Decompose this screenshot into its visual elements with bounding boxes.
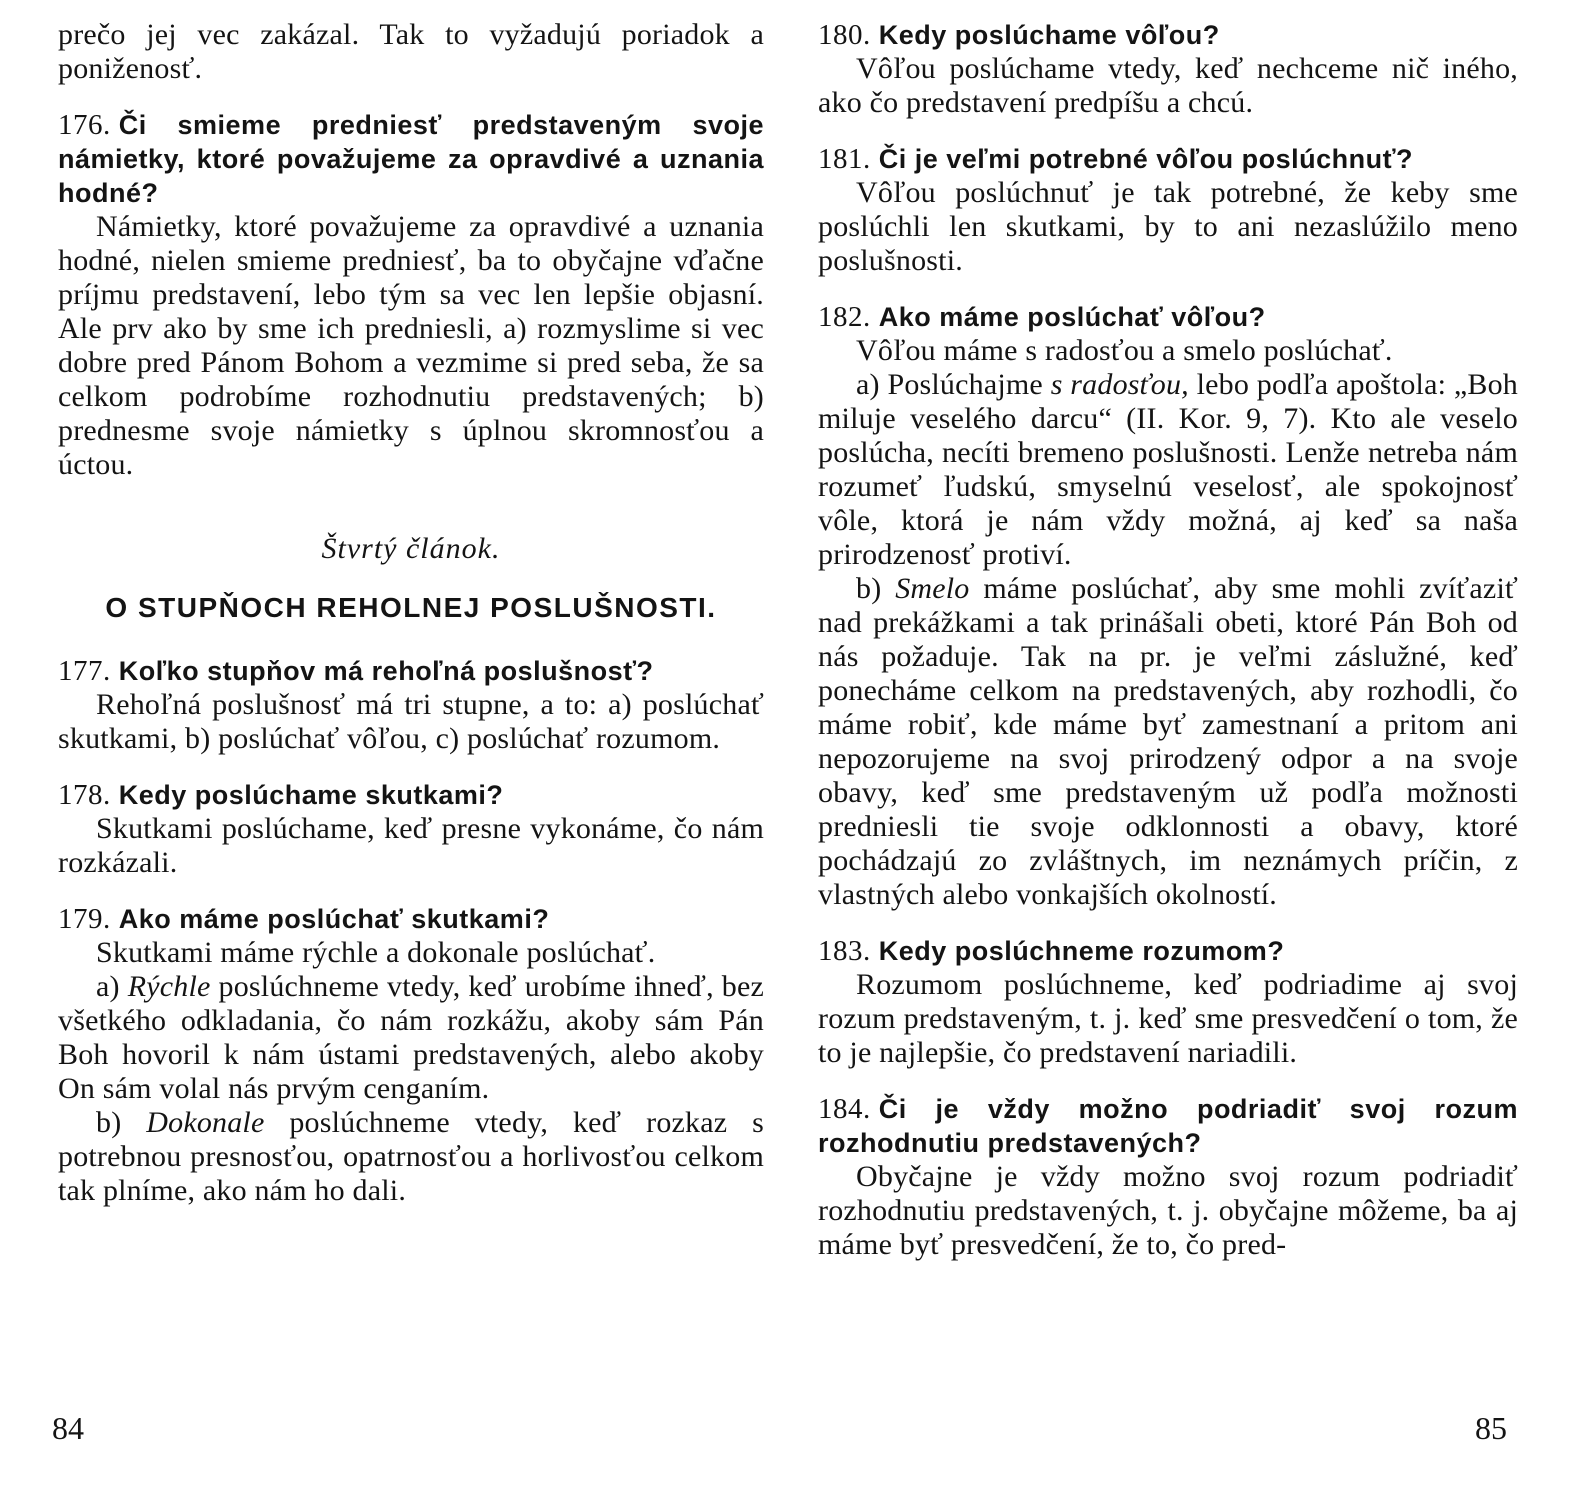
question-177 <box>58 654 764 756</box>
question-text: Ako máme poslúchať vôľou? <box>878 302 1266 332</box>
point-lead: a) Poslúchajme <box>856 368 1043 401</box>
point-text: máme poslúchať, aby sme mohli zvíťaziť nad prekážkami a tak prinášali obeti, ktoré Pán Boh od nás požaduje. Tak na pr. je veľmi záslužné, keď ponecháme celkom na predstavených, aby rozhodli, čo máme robiť, kde máme byť zamestnaní a pritom ani nepozorujeme na svoj prirodzený odpor a na svoje obavy, keď sme predstaveným už podľa možnosti predniesli tie svoje odklonnosti a obavy, ktoré pochádzajú zo zvláštnych, im neznámych príčin, z vlastných alebo vonkajších okolností. <box>818 572 1519 911</box>
point-text: poslúchneme vtedy, keď rozkaz s potrebnou presnosťou, opatrnosťou a horlivosťou celkom tak plníme, ako nám ho dali. <box>58 1106 764 1207</box>
question-number: 178. <box>58 779 111 811</box>
article-label: Štvrtý článok. <box>321 532 501 565</box>
answer-text: Rozumom poslúchneme, keď podriadime aj svoj rozum predstaveným, t. j. keď sme presvedčení o tom, že to je najlepšie, čo predstavení nariadili. <box>818 968 1518 1069</box>
question-180 <box>818 18 1518 120</box>
question-181 <box>818 142 1518 278</box>
question-182 <box>818 300 1518 912</box>
chapter-title: O STUPŇOCH REHOLNEJ POSLUŠNOSTI. <box>105 592 717 623</box>
question-178 <box>58 778 764 880</box>
right-page <box>818 18 1518 1262</box>
question-number: 183. <box>818 935 871 967</box>
question-text: Kedy poslúchame vôľou? <box>878 20 1220 50</box>
answer-text: Vôľou poslúchame vtedy, keď nechceme nič iného, ako čo predstavení predpíšu a chcú. <box>818 52 1518 119</box>
question-text: Ako máme poslúchať skutkami? <box>118 904 550 934</box>
question-text: Či je vždy možno podriadiť svoj rozum rozhodnutiu predstavených? <box>818 1094 1518 1158</box>
point-text: poslúchneme vtedy, keď urobíme ihneď, bez všetkého odkladania, čo nám rozkážu, akoby sám Pán Boh hovoril k nám ústami predstavených, alebo akoby On sám volal nás prvým cenganím. <box>58 970 765 1105</box>
emphasis-text: Smelo <box>895 572 970 605</box>
answer-text: Obyčajne je vždy možno svoj rozum podriadiť rozhodnutiu predstavených, t. j. obyčajne môžeme, ba aj máme byť presvedčení, že to, čo pred- <box>818 1160 1518 1261</box>
point-label: a) <box>96 970 120 1003</box>
answer-point-b <box>58 1106 764 1208</box>
point-label: b) <box>96 1106 122 1139</box>
question-176 <box>58 108 764 482</box>
question-183 <box>818 934 1518 1070</box>
answer-text: Námietky, ktoré považujeme za opravdivé a uznania hodné, nielen smieme predniesť, ba to obyčajne vďačne príjmu predstavení, lebo tým sa vec len lepšie objasní. Ale prv ako by sme ich predniesli, a) rozmyslime si vec dobre pred Pánom Bohom a vezmime si pred seba, že sa celkom podrobíme rozhodnutiu predstavených; b) prednesme svoje námietky s úplnou skromnosťou a úctou. <box>58 210 764 481</box>
page-number-left: 84 <box>52 1410 84 1446</box>
question-number: 182. <box>818 301 871 333</box>
answer-point-a <box>818 368 1518 572</box>
answer-text: Vôľou máme s radosťou a smelo poslúchať. <box>856 334 1393 367</box>
question-179 <box>58 902 764 1208</box>
emphasis-text: s radosťou, <box>1050 368 1189 401</box>
point-label: b) <box>856 572 882 605</box>
question-number: 181. <box>818 143 871 175</box>
question-text: Či je veľmi potrebné vôľou poslúchnuť? <box>878 144 1414 174</box>
answer-text: Rehoľná poslušnosť má tri stupne, a to: a) poslúchať skutkami, b) poslúchať vôľou, c) poslúchať rozumom. <box>58 688 764 755</box>
continuation-text: prečo jej vec zakázal. Tak to vyžadujú poriadok a poniženosť. <box>58 18 764 85</box>
left-page <box>58 18 764 1208</box>
question-text: Či smieme predniesť predstaveným svoje námietky, ktoré považujeme za opravdivé a uznania hodné? <box>58 110 764 208</box>
emphasis-text: Rýchle <box>127 970 211 1003</box>
answer-text: Vôľou poslúchnuť je tak potrebné, že keby sme poslúchli len skutkami, by to ani nezaslúžilo meno poslušnosti. <box>818 176 1518 277</box>
question-text: Kedy poslúchneme rozumom? <box>878 936 1285 966</box>
question-number: 180. <box>818 19 871 51</box>
question-184 <box>818 1092 1518 1262</box>
answer-point-a <box>58 970 764 1106</box>
emphasis-text: Dokonale <box>146 1106 265 1139</box>
question-number: 177. <box>58 655 111 687</box>
page-number-right: 85 <box>1475 1410 1507 1446</box>
question-text: Koľko stupňov má rehoľná poslušnosť? <box>118 656 654 686</box>
point-text: lebo podľa apoštola: „Boh miluje veselého darcu“ (II. Kor. 9, 7). Kto ale veselo poslúcha, necíti bremeno poslušnosti. Lenže netreba nám rozumeť ľudskú, smyselnú veselosť, ale spokojnosť vôle, ktorá je nám vždy možná, aj keď sa naša prirodzenosť protiví. <box>818 368 1518 571</box>
answer-text: Skutkami máme rýchle a dokonale poslúchať. <box>96 936 656 969</box>
answer-point-b <box>818 572 1518 912</box>
question-number: 176. <box>58 109 111 141</box>
question-number: 184. <box>818 1093 871 1125</box>
question-number: 179. <box>58 903 111 935</box>
answer-text: Skutkami poslúchame, keď presne vykonáme, čo nám rozkázali. <box>58 812 764 879</box>
question-text: Kedy poslúchame skutkami? <box>118 780 504 810</box>
